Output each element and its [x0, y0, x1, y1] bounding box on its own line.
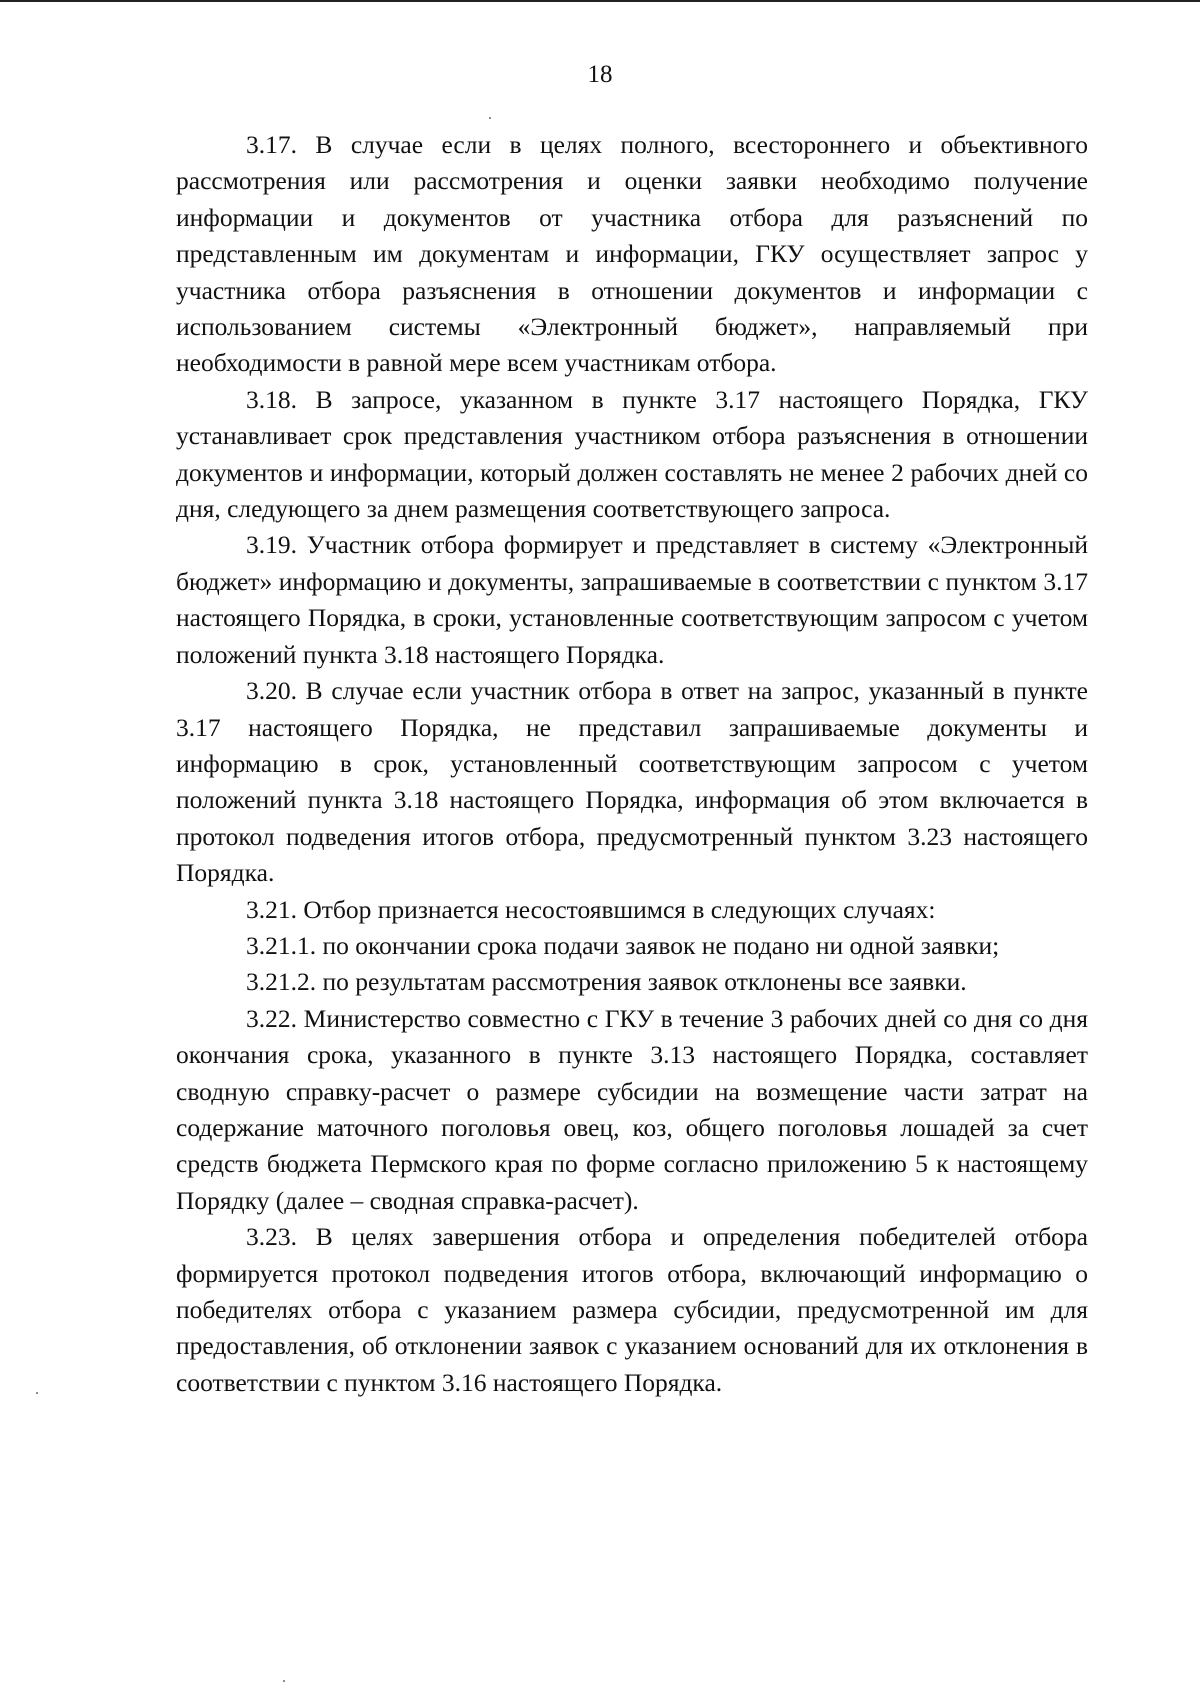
- paragraph-3-17: 3.17. В случае если в целях полного, всестороннего и объективного рассмотрения или рассмотрения и оценки заявки необходимо получение информации и документов от участника отбора для разъяснений по представленным им документам и информации, ГКУ осуществляет запрос у участника отбора разъяснения в отношении документов и информации с использованием системы «Электронный бюджет», направляемый при необходимости в равной мере всем участникам отбора.: [176, 130, 1088, 378]
- paragraph-3-21: 3.21. Отбор признается несостоявшимся в следующих случаях:: [246, 894, 936, 924]
- document-body: [176, 127, 1088, 1401]
- scan-speck: [36, 1392, 38, 1394]
- scan-speck: [489, 117, 491, 119]
- paragraph-3-21-2: 3.21.2. по результатам рассмотрения заявок отклонены все заявки.: [246, 967, 967, 997]
- paragraph-3-19: 3.19. Участник отбора формирует и представляет в систему «Электронный бюджет» информацию и документы, запрашиваемые в соответствии с пунктом 3.17 настоящего Порядка, в сроки, установленные соответствующим запросом с учетом положений пункта 3.18 настоящего Порядка.: [176, 530, 1088, 669]
- paragraph-3-22: 3.22. Министерство совместно с ГКУ в течение 3 рабочих дней со дня со дня окончания срока, указанного в пункте 3.13 настоящего Порядка, составляет сводную справку-расчет о размере субсидии на возмещение части затрат на содержание маточного поголовья овец, коз, общего поголовья лошадей за счет средств бюджета Пермского края по форме согласно приложению 5 к настоящему Порядку (далее – сводная справка-расчет).: [176, 1003, 1088, 1215]
- paragraph-3-21-1: 3.21.1. по окончании срока подачи заявок не подано ни одной заявки;: [246, 930, 1000, 960]
- page-number: 18: [587, 61, 613, 88]
- scan-speck: [283, 1680, 285, 1682]
- paragraph-3-23: 3.23. В целях завершения отбора и определения победителей отбора формируется протокол подведения итогов отбора, включающий информацию о победителях отбора с указанием размера субсидии, предусмотренной им для предоставления, об отклонении заявок с указанием оснований для их отклонения в соответствии с пунктом 3.16 настоящего Порядка.: [176, 1222, 1088, 1397]
- paragraph-3-18: 3.18. В запросе, указанном в пункте 3.17 настоящего Порядка, ГКУ устанавливает срок представления участником отбора разъяснения в отношении документов и информации, который должен составлять не менее 2 рабочих дней со дня, следующего за днем размещения соответствующего запроса.: [176, 384, 1088, 524]
- paragraph-3-20: 3.20. В случае если участник отбора в ответ на запрос, указанный в пункте 3.17 настоящего Порядка, не представил запрашиваемые документы и информацию в срок, установленный соответствующим запросом с учетом положений пункта 3.18 настоящего Порядка, информация об этом включается в протокол подведения итогов отбора, предусмотренный пунктом 3.23 настоящего Порядка.: [176, 676, 1088, 888]
